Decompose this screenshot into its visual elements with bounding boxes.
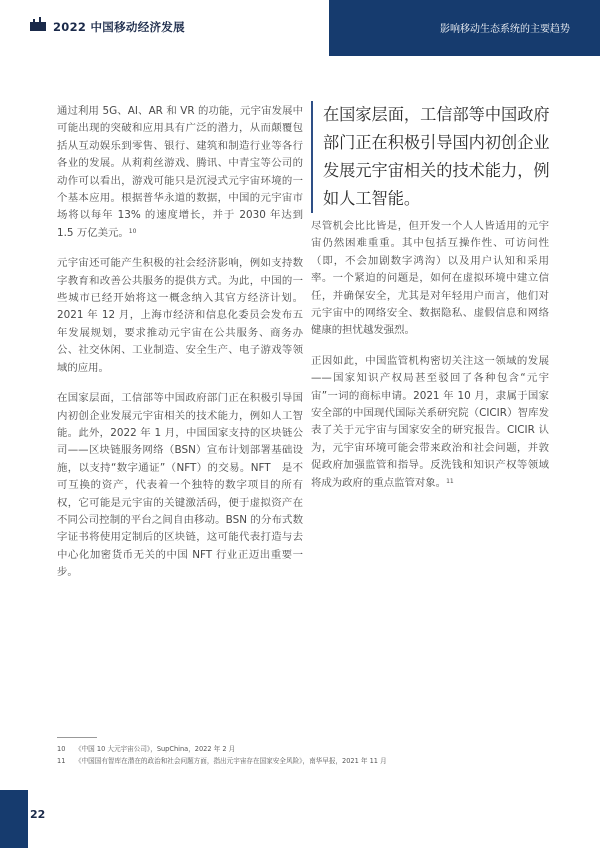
footnote-text: 《中国 10 大元宇宙公司》，SupChina，2022 年 2 月 <box>75 745 236 753</box>
footnote-number: 10 <box>57 745 66 753</box>
report-title: 2022 中国移动经济发展 <box>53 20 185 34</box>
paragraph-text: 正因如此，中国监管机构密切关注这一领域的发展——国家知识产权局甚至驳回了各种包含“元宇宙”一词的商标申请。2021 年 10 月，隶属于国家安全部的中国现代国际关系研究院（CICIR）智库发表了关于元宇宙与国家安全的研究报告。CICIR 认为，元宇宙环境可能会带来政治和社会问题，并敦促政府加强监管和指导。反洗钱和知识产权等领域将成为政府的重点监管对象。 <box>311 354 549 489</box>
footnote-number: 11 <box>57 757 66 765</box>
footnote-text: 《中国国有智库在潜在的政治和社会问题方面，指出元宇宙存在国家安全风险》，南华早报，2021 年 11 月 <box>75 757 387 765</box>
footnote-divider <box>57 737 97 738</box>
footnote-ref[interactable]: 10 <box>128 227 137 235</box>
page-number: 22 <box>30 808 46 821</box>
page-accent-bar <box>0 790 28 848</box>
left-column <box>57 103 303 595</box>
footnote-ref[interactable]: 11 <box>446 477 454 485</box>
paragraph: 在国家层面，工信部等中国政府部门正在积极引导国内初创企业发展元宇宙相关的技术能力，例如人工智能。此外，2022 年 1 月，中国国家支持的区块链公司——区块链服务网络（BSN）宣布计划部署基础设施，以支持“数字通证”（NFT）的交易。NFT 是不可互换的资产，代表着一个独特的数字项目的所有权，它可能是元宇宙的关键激活码，便于虚拟资产在不同公司控制的平台之间自由移动。BSN 的分布式数字证书将使用定制后的区块链，这可能代表打造与去中心化加密货币无关的中国 NFT 行业正迈出重要一步。 <box>57 392 303 579</box>
section-title: 影响移动生态系统的主要趋势 <box>440 24 570 35</box>
gsma-logo-icon <box>30 22 46 31</box>
footnote <box>57 755 577 767</box>
paragraph: 元宇宙还可能产生积极的社会经济影响，例如支持数字教育和改善公共服务的提供方式。为此，中国的一些城市已经开始将这一概念纳入其官方经济计划。2021 年 12 月，上海市经济和信息化委员会发布五年发展规划，要求推动元宇宙在公共服务、商务办公、社交休闲、工业制造、安全生产、电子游戏等领域的应用。 <box>57 257 303 374</box>
paragraph-text: 通过利用 5G、AI、AR 和 VR 的功能，元宇宙发展中可能出现的突破和应用具有广泛的潜力，从而颠覆包括从互动娱乐到零售、银行、建筑和制造行业等各行各业的发展。从莉莉丝游戏、腾讯、中青宝等公司的动作可以看出，游戏可能只是沉浸式元宇宙环境的一个基本应用。根据普华永道的数据，中国的元宇宙市场将以每年 13% 的速度增长，并于 2030 年达到 1.5 万亿美元。 <box>57 105 303 239</box>
footnote <box>57 743 577 755</box>
footnotes <box>57 743 577 767</box>
right-column <box>311 218 549 505</box>
pull-quote: 在国家层面，工信部等中国政府部门正在积极引导国内初创企业发展元宇宙相关的技术能力，例如人工智能。 <box>311 101 563 213</box>
paragraph: 尽管机会比比皆是，但开发一个人人皆适用的元宇宙仍然困难重重。其中包括互操作性、可访问性（即，不会加剧数字鸿沟）以及用户认知和采用率。一个紧迫的问题是，如何在虚拟环境中建立信任，并确保安全，尤其是对年轻用户而言，他们对元宇宙中的网络安全、数据隐私、虚假信息和网络健康的担忧越发强烈。 <box>311 220 549 337</box>
header-right <box>329 0 600 56</box>
paragraph <box>57 103 303 242</box>
header-left <box>0 0 329 56</box>
paragraph <box>311 353 549 492</box>
